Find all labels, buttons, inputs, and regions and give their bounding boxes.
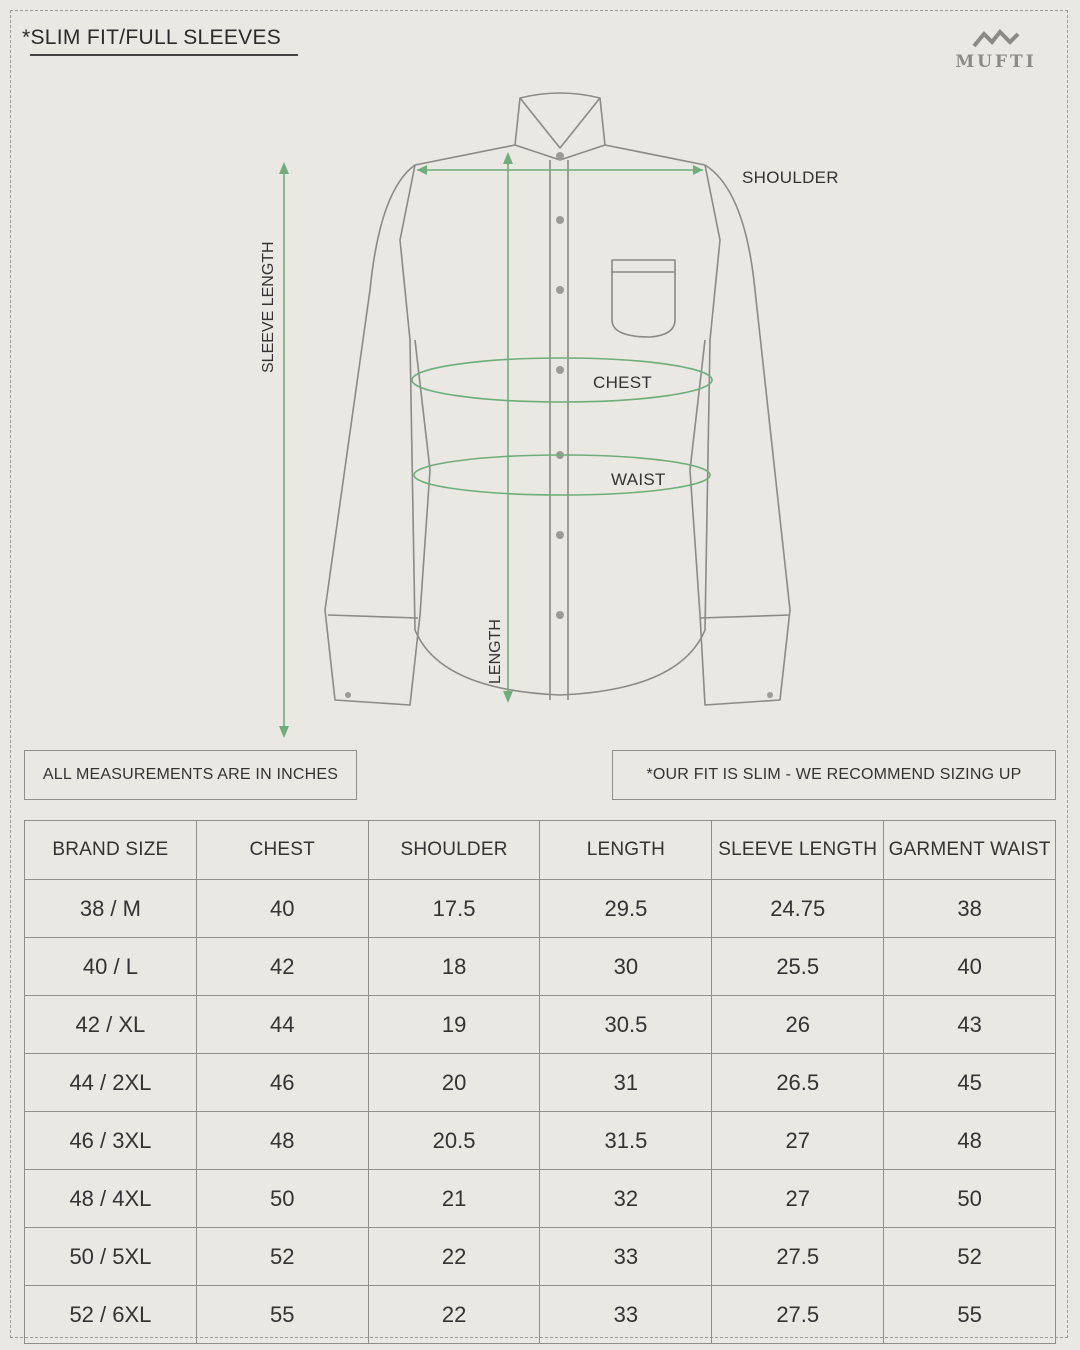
cell-length: 33 [540,1286,712,1344]
table-row [25,1112,1056,1170]
cell-garment-waist: 40 [884,938,1056,996]
cell-shoulder: 21 [368,1170,540,1228]
cell-shoulder: 22 [368,1228,540,1286]
header-brand-size: BRAND SIZE [25,821,197,880]
cell-garment-waist: 55 [884,1286,1056,1344]
cell-sleeve-length: 27.5 [712,1228,884,1286]
cell-garment-waist: 43 [884,996,1056,1054]
cell-brand-size: 52 / 6XL [25,1286,197,1344]
cell-shoulder: 22 [368,1286,540,1344]
cell-shoulder: 20 [368,1054,540,1112]
cell-garment-waist: 45 [884,1054,1056,1112]
table-row [25,996,1056,1054]
length-label: LENGTH [487,619,504,684]
header-shoulder: SHOULDER [368,821,540,880]
cell-chest: 44 [196,996,368,1054]
table-row [25,1228,1056,1286]
cell-garment-waist: 52 [884,1228,1056,1286]
cell-brand-size: 38 / M [25,880,197,938]
cell-sleeve-length: 27 [712,1112,884,1170]
cell-chest: 48 [196,1112,368,1170]
chest-measure-ellipse [412,358,712,402]
cell-shoulder: 19 [368,996,540,1054]
cell-shoulder: 20.5 [368,1112,540,1170]
cell-chest: 55 [196,1286,368,1344]
waist-label: WAIST [611,470,666,489]
cell-length: 29.5 [540,880,712,938]
table-row [25,938,1056,996]
table-header-row [25,821,1056,880]
shoulder-label: SHOULDER [742,168,839,187]
page-title: *SLIM FIT/FULL SLEEVES [22,26,282,49]
title-underline [30,54,298,56]
size-chart-table [24,820,1056,1344]
cell-brand-size: 42 / XL [25,996,197,1054]
cell-shoulder: 18 [368,938,540,996]
cell-garment-waist: 48 [884,1112,1056,1170]
table-row [25,880,1056,938]
cell-brand-size: 40 / L [25,938,197,996]
cell-chest: 50 [196,1170,368,1228]
cell-chest: 46 [196,1054,368,1112]
cell-sleeve-length: 27 [712,1170,884,1228]
cell-sleeve-length: 24.75 [712,880,884,938]
cell-sleeve-length: 26 [712,996,884,1054]
cell-chest: 40 [196,880,368,938]
cell-sleeve-length: 27.5 [712,1286,884,1344]
cell-garment-waist: 38 [884,880,1056,938]
header-chest: CHEST [196,821,368,880]
header-garment-waist: GARMENT WAIST [884,821,1056,880]
cell-brand-size: 48 / 4XL [25,1170,197,1228]
cell-brand-size: 46 / 3XL [25,1112,197,1170]
cell-chest: 42 [196,938,368,996]
brand-name: MUFTI [955,52,1037,72]
header-length: LENGTH [540,821,712,880]
cell-length: 31 [540,1054,712,1112]
table-row [25,1054,1056,1112]
cell-sleeve-length: 25.5 [712,938,884,996]
table-row [25,1170,1056,1228]
cell-length: 33 [540,1228,712,1286]
cell-length: 31.5 [540,1112,712,1170]
cell-brand-size: 50 / 5XL [25,1228,197,1286]
cell-shoulder: 17.5 [368,880,540,938]
fit-note: *OUR FIT IS SLIM - WE RECOMMEND SIZING UP [612,750,1056,800]
cell-brand-size: 44 / 2XL [25,1054,197,1112]
cell-sleeve-length: 26.5 [712,1054,884,1112]
sleeve-length-label: SLEEVE LENGTH [260,241,277,373]
cell-chest: 52 [196,1228,368,1286]
chest-label: CHEST [593,373,653,392]
cell-length: 30.5 [540,996,712,1054]
cell-garment-waist: 50 [884,1170,1056,1228]
cell-length: 30 [540,938,712,996]
units-note: ALL MEASUREMENTS ARE IN INCHES [24,750,357,800]
brand-logo [940,26,1052,76]
header-sleeve-length: SLEEVE LENGTH [712,821,884,880]
cell-length: 32 [540,1170,712,1228]
table-row [25,1286,1056,1344]
